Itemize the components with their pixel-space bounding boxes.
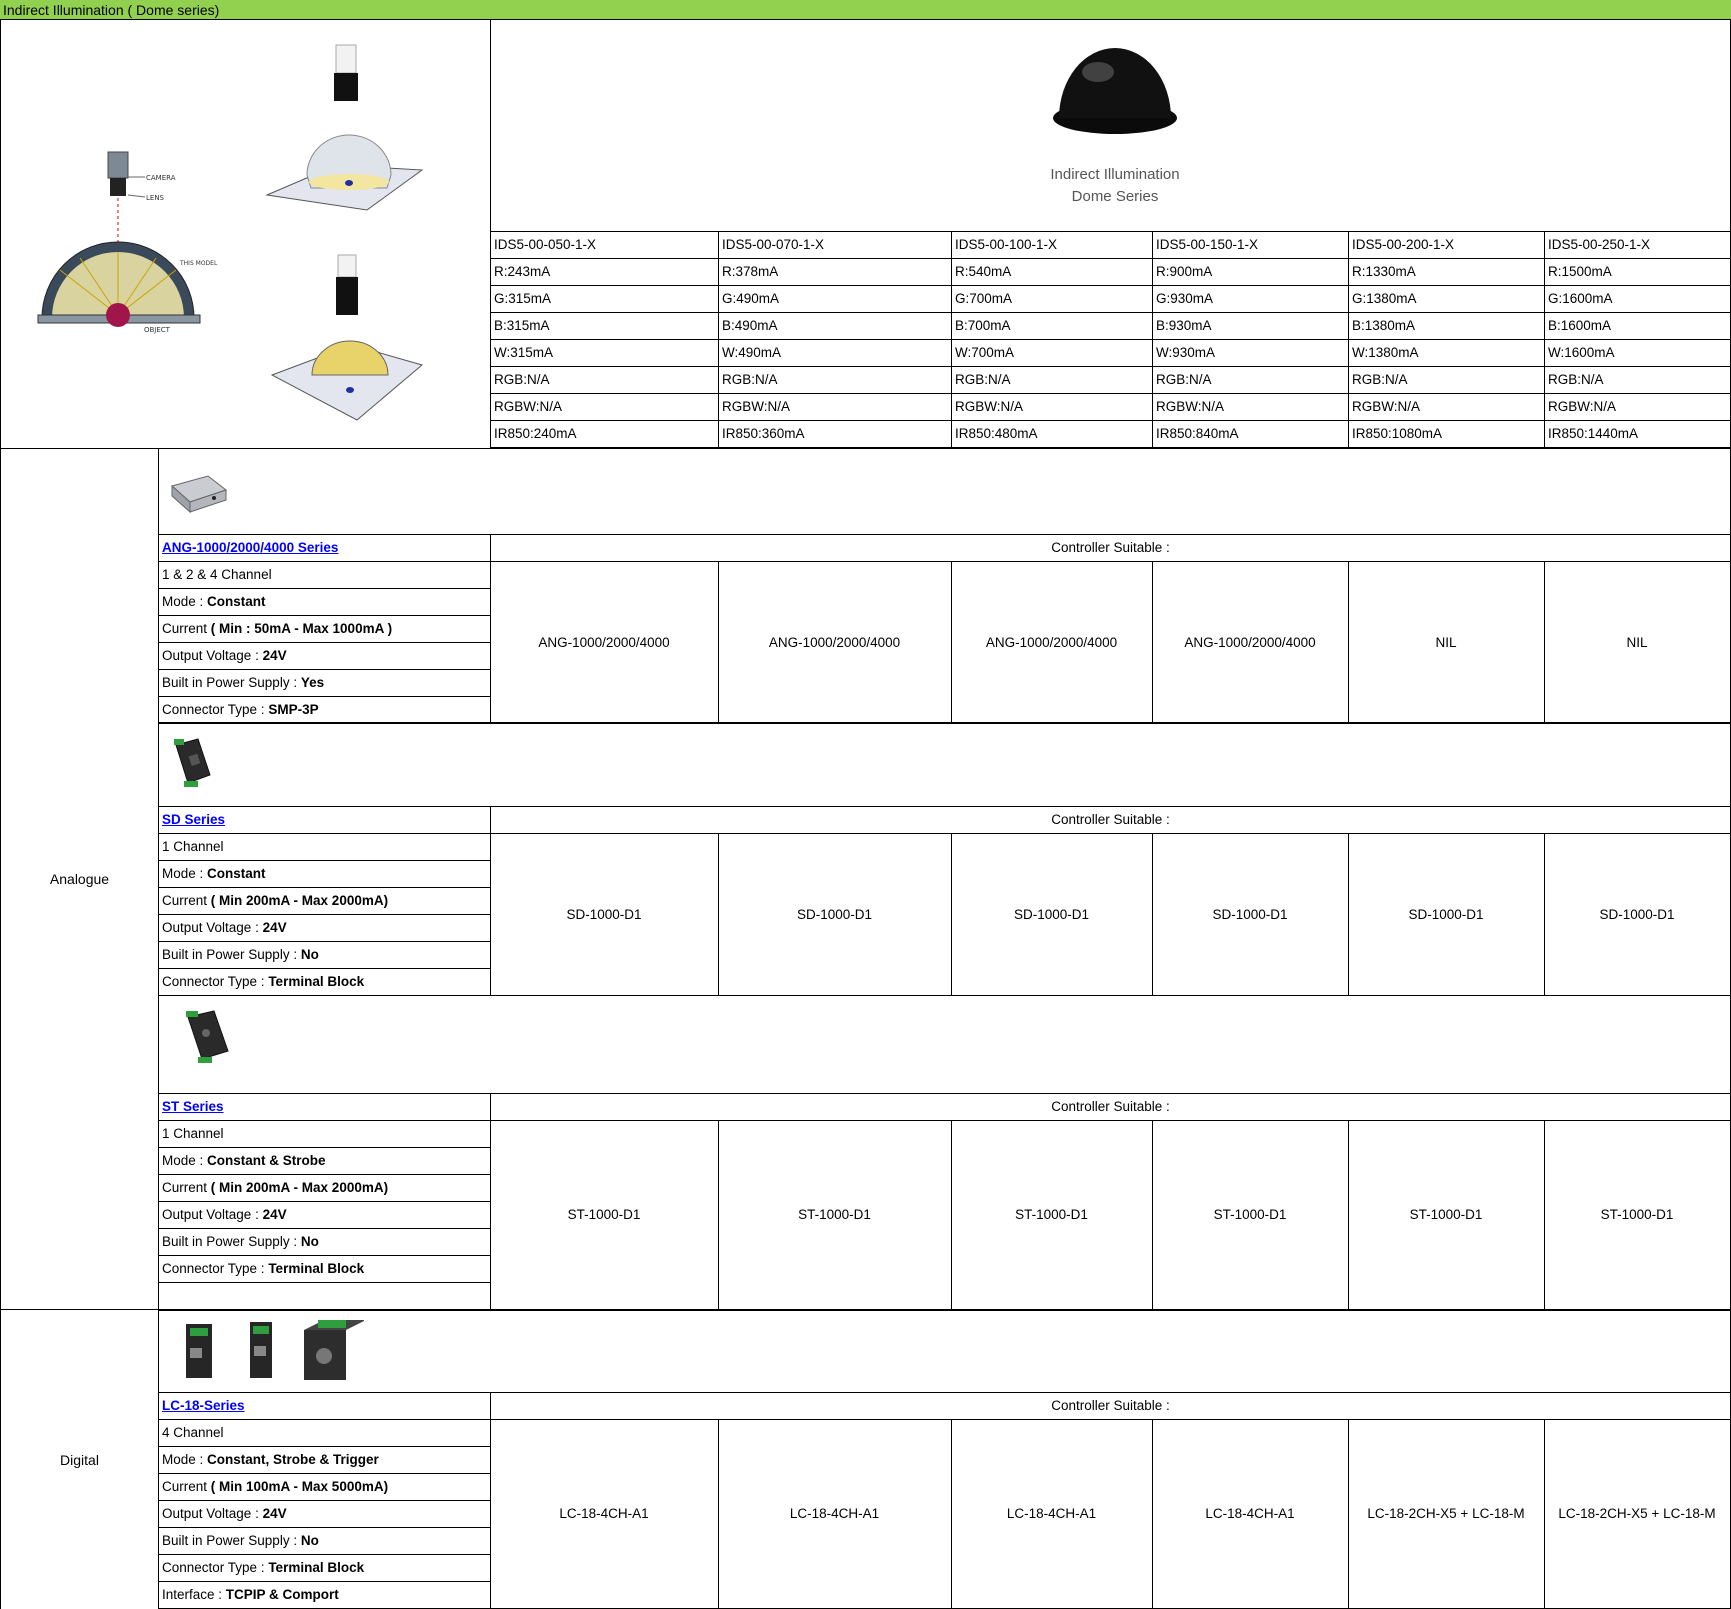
spec-value: Terminal Block xyxy=(268,1261,365,1276)
model-spec: RGBW:N/A xyxy=(955,399,1024,414)
model-spec: B:490mA xyxy=(722,318,778,333)
model-spec: R:540mA xyxy=(955,264,1012,279)
spec-label: Mode : xyxy=(162,866,208,881)
controller-model: NIL xyxy=(1435,634,1457,650)
object-label: OBJECT xyxy=(144,326,170,334)
series-spec xyxy=(159,1528,319,1554)
model-spec: W:700mA xyxy=(955,345,1015,360)
spec-value: 24V xyxy=(262,648,287,663)
model-name: IDS5-00-050-1-X xyxy=(494,237,597,252)
spec-value: Constant xyxy=(207,866,266,881)
controller-model: SD-1000-D1 xyxy=(1599,906,1675,922)
spec-label: Mode : xyxy=(162,1452,208,1467)
model-spec: RGBW:N/A xyxy=(722,399,791,414)
grid-line xyxy=(158,1282,490,1283)
spec-label: Current xyxy=(162,621,211,636)
model-spec: W:1600mA xyxy=(1548,345,1615,360)
model-spec: RGBW:N/A xyxy=(1156,399,1225,414)
spec-label: Connector Type : xyxy=(162,1560,269,1575)
series-link[interactable]: SD Series xyxy=(162,812,226,827)
spec-value: No xyxy=(300,1533,319,1548)
controller-model: SD-1000-D1 xyxy=(796,906,873,922)
series-spec xyxy=(159,1229,319,1255)
series-spec xyxy=(159,969,364,995)
series-spec xyxy=(159,1256,364,1282)
controller-model: ST-1000-D1 xyxy=(567,1207,641,1222)
controller-model: ST-1000-D1 xyxy=(1213,1207,1287,1222)
spec-value: No xyxy=(300,947,319,962)
spec-label: Mode : xyxy=(162,594,208,609)
controller-model: ANG-1000/2000/4000 xyxy=(985,634,1118,650)
series-link[interactable]: LC-18-Series xyxy=(162,1398,245,1413)
controller-suitable-label: Controller Suitable : xyxy=(1051,540,1170,555)
controller-model: SD-1000-D1 xyxy=(566,906,642,922)
model-spec: RGB:N/A xyxy=(722,372,778,387)
controller-suitable-label: Controller Suitable : xyxy=(1051,1099,1170,1114)
model-spec: G:1600mA xyxy=(1548,291,1613,306)
model-spec: RGB:N/A xyxy=(1352,372,1408,387)
series-spec xyxy=(159,670,324,696)
model-spec: G:700mA xyxy=(955,291,1013,306)
spec-label: 1 Channel xyxy=(162,1126,224,1141)
spec-label: Built in Power Supply : xyxy=(162,1533,301,1548)
model-spec: G:1380mA xyxy=(1352,291,1417,306)
spec-label: 1 & 2 & 4 Channel xyxy=(162,567,272,582)
series-spec xyxy=(159,1474,388,1500)
spec-label: Output Voltage : xyxy=(162,648,263,663)
grid-line xyxy=(158,1310,1731,1311)
controller-model: LC-18-4CH-A1 xyxy=(1006,1506,1097,1521)
spec-value: Constant, Strobe & Trigger xyxy=(207,1452,379,1467)
model-spec: R:900mA xyxy=(1156,264,1213,279)
controller-model: ST-1000-D1 xyxy=(798,1207,871,1222)
series-spec xyxy=(159,1582,339,1608)
controller-model: LC-18-4CH-A1 xyxy=(789,1506,880,1521)
spec-label: Output Voltage : xyxy=(162,1506,263,1521)
series-spec xyxy=(159,643,287,669)
model-spec: RGBW:N/A xyxy=(494,399,563,414)
spec-value: Constant & Strobe xyxy=(207,1153,326,1168)
spec-label: Current xyxy=(162,893,211,908)
spec-value: ( Min : 50mA - Max 1000mA ) xyxy=(210,621,393,636)
model-spec: B:700mA xyxy=(955,318,1011,333)
product-caption-line1: Indirect Illumination xyxy=(1050,166,1180,183)
spec-label: Mode : xyxy=(162,1153,208,1168)
controller-model: LC-18-4CH-A1 xyxy=(559,1506,649,1521)
sd-controller-image xyxy=(168,735,218,793)
series-spec xyxy=(159,562,272,588)
spec-label: 4 Channel xyxy=(162,1425,224,1440)
spec-value: No xyxy=(300,1234,319,1249)
spec-value: ( Min 100mA - Max 5000mA) xyxy=(210,1479,389,1494)
controller-suitable-label: Controller Suitable : xyxy=(1051,812,1170,827)
model-spec: RGB:N/A xyxy=(1156,372,1212,387)
model-spec: RGBW:N/A xyxy=(1352,399,1421,414)
spec-label: Built in Power Supply : xyxy=(162,947,301,962)
series-spec xyxy=(159,1148,326,1174)
series-spec xyxy=(159,834,224,860)
controller-model: ST-1000-D1 xyxy=(1015,1207,1088,1222)
spec-label: Current xyxy=(162,1180,211,1195)
controller-model: SD-1000-D1 xyxy=(1013,906,1090,922)
series-spec xyxy=(159,915,287,941)
model-spec: B:315mA xyxy=(494,318,550,333)
model-spec: W:315mA xyxy=(494,345,554,360)
spec-value: Terminal Block xyxy=(268,974,365,989)
model-spec: G:490mA xyxy=(722,291,780,306)
sheet-title: Indirect Illumination ( Dome series) xyxy=(0,0,1731,20)
series-spec xyxy=(159,697,319,723)
spec-value: 24V xyxy=(262,1207,287,1222)
controller-model: ANG-1000/2000/4000 xyxy=(538,634,670,650)
spec-label: Connector Type : xyxy=(162,974,269,989)
model-spec: B:1600mA xyxy=(1548,318,1612,333)
controller-model: ST-1000-D1 xyxy=(1600,1207,1674,1222)
series-spec xyxy=(159,1175,388,1201)
model-spec: RGBW:N/A xyxy=(1548,399,1617,414)
model-spec: IR850:1080mA xyxy=(1352,426,1443,441)
model-name: IDS5-00-070-1-X xyxy=(722,237,825,252)
model-spec: IR850:240mA xyxy=(494,426,577,441)
spec-label: Output Voltage : xyxy=(162,1207,263,1222)
spec-value: 24V xyxy=(262,920,287,935)
model-spec: IR850:360mA xyxy=(722,426,805,441)
grid-line xyxy=(0,448,1731,449)
model-spec: RGB:N/A xyxy=(1548,372,1604,387)
controller-model: LC-18-2CH-X5 + LC-18-M xyxy=(1558,1506,1716,1521)
series-spec xyxy=(159,616,392,642)
series-spec xyxy=(159,861,266,887)
model-spec: R:243mA xyxy=(494,264,551,279)
spec-value: ( Min 200mA - Max 2000mA) xyxy=(210,893,389,908)
model-spec: R:1500mA xyxy=(1548,264,1612,279)
spec-label: Interface : xyxy=(162,1587,226,1602)
model-spec: W:930mA xyxy=(1156,345,1216,360)
model-spec: G:315mA xyxy=(494,291,552,306)
series-spec xyxy=(159,589,266,615)
controller-model: ANG-1000/2000/4000 xyxy=(768,634,901,650)
model-spec: W:490mA xyxy=(722,345,782,360)
this-model-label: THIS MODEL xyxy=(180,260,218,267)
controller-model: ST-1000-D1 xyxy=(1409,1207,1483,1222)
dome-assembly-render xyxy=(262,40,432,230)
grid-line xyxy=(158,723,490,724)
series-spec xyxy=(159,1501,287,1527)
model-name: IDS5-00-100-1-X xyxy=(955,237,1058,252)
spec-value: Yes xyxy=(300,675,325,690)
model-spec: RGB:N/A xyxy=(494,372,550,387)
spec-label: 1 Channel xyxy=(162,839,224,854)
model-name: IDS5-00-250-1-X xyxy=(1548,237,1651,252)
controller-model: SD-1000-D1 xyxy=(1408,906,1484,922)
series-link[interactable]: ANG-1000/2000/4000 Series xyxy=(162,540,339,555)
spec-value: Terminal Block xyxy=(268,1560,365,1575)
spec-label: Output Voltage : xyxy=(162,920,263,935)
model-spec: R:378mA xyxy=(722,264,779,279)
series-link[interactable]: ST Series xyxy=(162,1099,224,1114)
controller-model: ANG-1000/2000/4000 xyxy=(1184,634,1316,650)
controller-suitable-label: Controller Suitable : xyxy=(1051,1398,1170,1413)
series-spec xyxy=(159,942,319,968)
spec-label: Built in Power Supply : xyxy=(162,1234,301,1249)
spec-value: SMP-3P xyxy=(268,702,319,717)
model-spec: IR850:1440mA xyxy=(1548,426,1639,441)
product-caption xyxy=(1000,164,1230,208)
model-spec: IR850:480mA xyxy=(955,426,1038,441)
model-name: IDS5-00-150-1-X xyxy=(1156,237,1259,252)
black-dome-image xyxy=(1050,40,1180,140)
spec-label: Connector Type : xyxy=(162,702,269,717)
series-spec xyxy=(159,888,388,914)
model-name: IDS5-00-200-1-X xyxy=(1352,237,1455,252)
spec-value: ( Min 200mA - Max 2000mA) xyxy=(210,1180,389,1195)
grid-line xyxy=(158,722,1731,723)
lens-label: LENS xyxy=(146,194,165,202)
controller-model: LC-18-2CH-X5 + LC-18-M xyxy=(1367,1506,1525,1521)
controller-model: SD-1000-D1 xyxy=(1212,906,1288,922)
series-spec xyxy=(159,1420,224,1446)
series-spec xyxy=(159,1555,364,1581)
spec-value: Constant xyxy=(207,594,266,609)
model-spec: IR850:840mA xyxy=(1156,426,1239,441)
camera-label: CAMERA xyxy=(146,174,176,182)
lc18-controllers-image xyxy=(178,1318,364,1384)
model-spec: R:1330mA xyxy=(1352,264,1416,279)
product-caption-line2: Dome Series xyxy=(1071,188,1159,205)
spec-label: Current xyxy=(162,1479,211,1494)
model-spec: G:930mA xyxy=(1156,291,1214,306)
series-spec xyxy=(159,1121,224,1147)
spec-label: Connector Type : xyxy=(162,1261,269,1276)
series-spec xyxy=(159,1202,287,1228)
spec-value: TCPIP & Comport xyxy=(225,1587,339,1602)
controller-model: LC-18-4CH-A1 xyxy=(1205,1506,1295,1521)
ang-controller-image xyxy=(168,468,230,518)
grid-line xyxy=(158,995,1731,996)
spec-value: 24V xyxy=(262,1506,287,1521)
series-spec xyxy=(159,1447,379,1473)
st-controller-image xyxy=(180,1007,236,1069)
grid-line xyxy=(490,723,1731,724)
model-spec: B:1380mA xyxy=(1352,318,1416,333)
controller-model: NIL xyxy=(1626,634,1648,650)
model-spec: W:1380mA xyxy=(1352,345,1419,360)
group-digital: Digital xyxy=(60,1451,99,1468)
model-spec: B:930mA xyxy=(1156,318,1212,333)
dome-cutaway-render xyxy=(262,250,432,430)
dome-lighting-diagram xyxy=(30,140,220,340)
spec-label: Built in Power Supply : xyxy=(162,675,301,690)
model-spec: RGB:N/A xyxy=(955,372,1011,387)
group-analogue: Analogue xyxy=(49,871,110,887)
